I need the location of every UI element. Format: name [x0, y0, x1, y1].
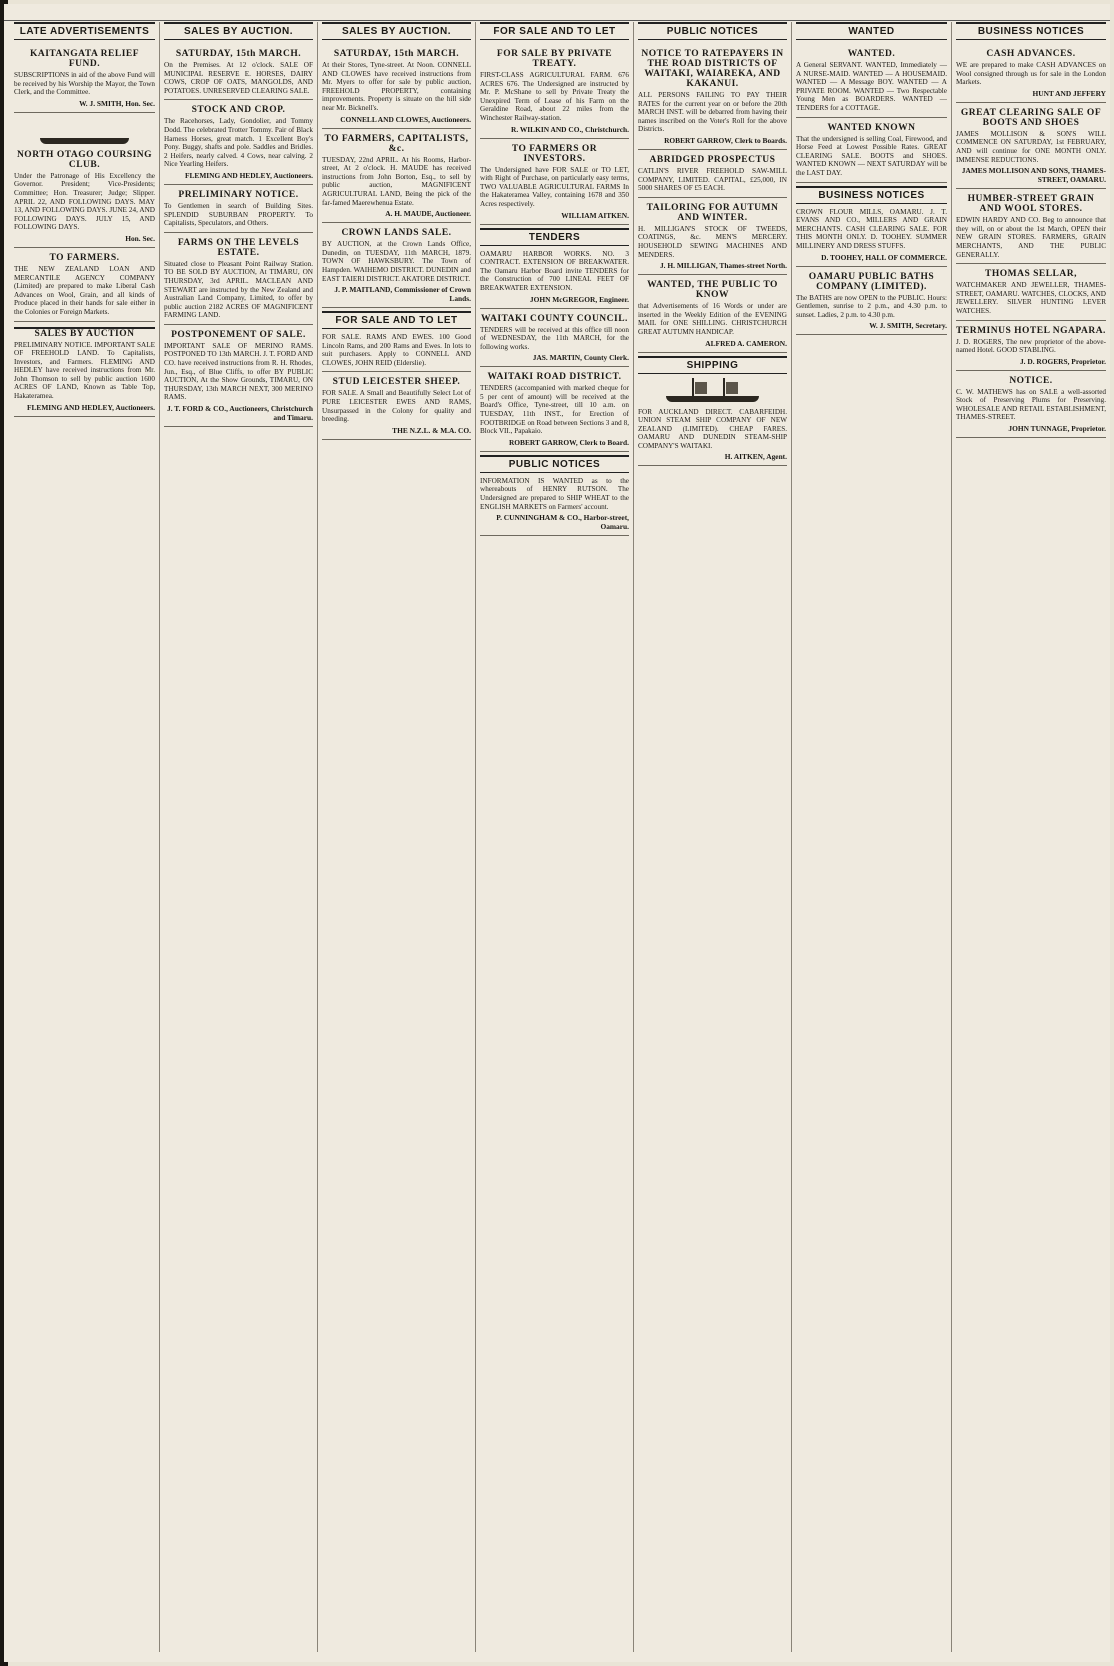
ad-title: TERMINUS HOTEL NGAPARA. — [956, 325, 1106, 336]
ad-signature: JOHN McGREGOR, Engineer. — [529, 294, 629, 304]
masthead-strip — [4, 4, 1110, 21]
ad-signature: W. J. SMITH, Secretary. — [869, 321, 947, 331]
ad-block — [480, 225, 629, 309]
ad-body: CATLIN'S RIVER FREEHOLD SAW-MILL COMPANY, LIMITED. CAPITAL, £25,000, IN 5000 SHARES OF £5 EACH. — [638, 166, 787, 193]
ad-body: A General SERVANT. WANTED, Immediately — A NURSE-MAID. WANTED — A HOUSEMAID. WANTED — A Message BOY. WANTED — A PRIVATE ROOM. WANTED — Two Respectable Young Men as BOARDERS. WANTED — TENDERS for a COTTAGE. — [796, 61, 947, 112]
column-header: SALES BY AUCTION. — [164, 22, 313, 40]
ad-body: OAMARU HARBOR WORKS. NO. 3 CONTRACT. EXTENSION OF BREAKWATER. The Oamaru Harbor Board invite TENDERS for the Construction of 700 LINEAL FEET OF BREAKWATER EXTENSION. — [480, 249, 629, 292]
ad-signature: J. T. FORD & CO., Auctioneers, Christchurch and Timaru. — [167, 404, 313, 423]
ad-block — [638, 150, 787, 198]
ad-body: SUBSCRIPTIONS in aid of the above Fund will be received by his Worship the Mayor, the Town Clerk, and the Committee. — [14, 71, 155, 97]
newspaper-page — [4, 4, 1110, 1662]
ad-title: OAMARU PUBLIC BATHS COMPANY (LIMITED). — [808, 271, 935, 292]
ad-signature: ROBERT GARROW, Clerk to Boards. — [664, 135, 787, 145]
section-header: TENDERS — [480, 228, 629, 246]
ad-block — [164, 325, 313, 427]
ad-block — [638, 353, 787, 467]
ad-signature: HUNT AND JEFFERY — [1032, 88, 1106, 98]
ad-block — [14, 44, 155, 113]
ad-body: INFORMATION IS WANTED as to the whereabouts of HENRY RUTSON. The Undersigned are prepared to SHIP WHEAT to the ENGLISH MARKETS on Farmers' account. — [480, 476, 629, 511]
ad-body: H. MILLIGAN'S STOCK OF TWEEDS, COATINGS, &c. MEN'S MERCERY. HOUSEHOLD SEWING MACHINES AND MENDERS. — [638, 224, 787, 259]
ad-body: C. W. MATHEWS has on SALE a well-assorted Stock of Preserving Plums for Preserving. WHOLESALE AND RETAIL ESTABLISHMENT, THAMES-STREET. — [956, 387, 1106, 422]
ad-signature: THE N.Z.L. & M.A. CO. — [392, 425, 471, 435]
ad-title: WAITAKI COUNTY COUNCIL. — [481, 313, 628, 324]
ad-title: PRELIMINARY NOTICE. — [178, 189, 299, 200]
ad-title: KAITANGATA RELIEF FUND. — [29, 49, 140, 69]
ad-block — [796, 118, 947, 183]
ad-block — [956, 371, 1106, 438]
ad-body: FOR SALE. A Small and Beautifully Select Lot of PURE LEICESTER EWES AND RAMS, Unsurpassed in the Colony for quality and breeding. — [322, 389, 471, 424]
ad-signature: J. H. MILLIGAN, Thames-street North. — [659, 261, 787, 271]
ad-block — [14, 113, 155, 248]
ad-signature: P. CUNNINGHAM & CO., Harbor-street, Oamaru. — [496, 513, 629, 532]
ad-signature: FLEMING AND HEDLEY, Auctioneers. — [26, 402, 155, 412]
ad-title: NOTICE TO RATEPAYERS IN THE ROAD DISTRICTS OF WAITAKI, WAIAREKA, AND KAKANUI. — [641, 49, 784, 89]
ad-title: TO FARMERS. — [49, 252, 120, 263]
column-7 — [952, 22, 1110, 1652]
ad-signature: JOHN TUNNAGE, Proprietor. — [1008, 424, 1106, 434]
ad-title: CASH ADVANCES. — [986, 49, 1076, 59]
column-4 — [476, 22, 634, 1652]
column-3 — [318, 22, 476, 1652]
ad-block — [322, 129, 471, 224]
ad-title: NOTICE. — [1009, 375, 1053, 386]
ad-body: TENDERS will be received at this office till noon of WEDNESDAY, the 11th MARCH, for the following works. — [480, 325, 629, 351]
ad-title: WAITAKI ROAD DISTRICT. — [487, 372, 622, 383]
ad-signature: H. AITKEN, Agent. — [724, 452, 787, 462]
ad-body: Situated close to Pleasant Point Railway Station. TO BE SOLD BY AUCTION, At TIMARU, ON THURSDAY, 3rd APRIL. MACLEAN AND STEWART are instructed by the New Zealand and Australian Land Company, Limited, to offer by public auction 2182 ACRES OF MAGNIFICENT FARMING LAND. — [164, 259, 313, 320]
ad-signature: A. H. MAUDE, Auctioneer. — [385, 209, 471, 219]
ad-title: TAILORING FOR AUTUMN AND WINTER. — [646, 202, 779, 223]
column-header: BUSINESS NOTICES — [956, 22, 1106, 40]
ad-signature: ROBERT GARROW, Clerk to Board. — [508, 437, 629, 447]
greyhound-illustration — [35, 120, 134, 146]
ad-body: WE are prepared to make CASH ADVANCES on Wool consigned through us for sale in the London Markets. — [956, 61, 1106, 87]
ad-block — [638, 44, 787, 150]
ad-block — [322, 372, 471, 439]
ad-body: WATCHMAKER AND JEWELLER, THAMES-STREET, OAMARU. WATCHES, CLOCKS, AND JEWELLERY. SILVER HUNTING LEVER WATCHES. — [956, 281, 1106, 315]
ad-block — [480, 44, 629, 139]
ad-block — [956, 189, 1106, 264]
ad-body: FOR AUCKLAND DIRECT. CABARFEIDH. UNION STEAM SHIP COMPANY OF NEW ZEALAND (LIMITED). CHEAP FARES. OAMARU AND DUNEDIN STEAM-SHIP COMPANY'S WAITAKI. — [638, 407, 787, 450]
ad-title: SATURDAY, 15th MARCH. — [175, 49, 302, 59]
ad-body: The BATHS are now OPEN to the PUBLIC. Hours: Gentlemen, sunrise to 2 p.m., and 4.30 p.m. to sunset. Ladies, 2 p.m. to 4.30 p.m. — [796, 293, 947, 319]
ad-block — [956, 103, 1106, 189]
steamship-illustration — [660, 378, 764, 404]
ad-body: ALL PERSONS FAILING TO PAY THEIR RATES for the current year on or before the 20th MARCH INST. will be debarred from having their names inscribed on the Voter's Roll for the above Districts. — [638, 91, 787, 134]
ad-title: WANTED KNOWN — [827, 122, 916, 133]
ad-signature: ALFRED A. CAMERON. — [705, 338, 787, 348]
column-header: FOR SALE AND TO LET — [480, 22, 629, 40]
ad-title: TO FARMERS OR INVESTORS. — [511, 143, 598, 164]
ad-title: WANTED, THE PUBLIC TO KNOW — [647, 280, 778, 301]
ad-body: that Advertisements of 16 Words or under are inserted in the Weekly Edition of the EVENING MAIL for ONE SHILLING. CHRISTCHURCH GREAT AUTUMN HANDICAP. — [638, 302, 787, 336]
ad-signature: JAMES MOLLISON AND SONS, THAMES-STREET, OAMARU. — [961, 166, 1106, 185]
ad-body: EDWIN HARDY AND CO. Beg to announce that they will, on or about the 1st March, OPEN their NEW GRAIN STORES. FARMERS, GRAIN MERCHANTS, AND THE PUBLIC GENERALLY. — [956, 216, 1106, 259]
ad-body: FIRST-CLASS AGRICULTURAL FARM. 676 ACRES 676. The Undersigned are instructed by Mr. P. McShane to sell by Private Treaty the Unexpired Term of Lease of his Farm on the Geraldine Road, about 22 miles from the Winchester Railway-station. — [480, 71, 629, 122]
ad-signature: WILLIAM AITKEN. — [561, 210, 629, 220]
ad-title: THOMAS SELLAR, — [985, 269, 1077, 280]
ad-block — [956, 321, 1106, 371]
column-header: SALES BY AUCTION. — [322, 22, 471, 40]
ad-body: On the Premises. At 12 o'clock. SALE OF MUNICIPAL RESERVE E. HORSES, DAIRY COWS, CROP OF OATS, MANGOLDS, AND POTATOES. UNRESERVED CLEARING SALE. — [164, 61, 313, 95]
ad-body: FOR SALE. RAMS AND EWES. 100 Good Lincoln Rams, and 200 Rams and Ewes. In lots to suit purchasers. Apply to CONNELL AND CLOWES, JOHN REID (Elderslie). — [322, 333, 471, 367]
ad-block — [480, 309, 629, 368]
ad-title: SALES BY AUCTION — [14, 327, 155, 339]
column-2 — [160, 22, 318, 1652]
section-header: BUSINESS NOTICES — [796, 186, 947, 204]
ad-block — [164, 100, 313, 185]
ad-title: WANTED. — [847, 49, 896, 59]
ad-body: To Gentlemen in search of Building Sites. SPLENDID SUBURBAN PROPERTY. To Capitalists, Speculators, and Others. — [164, 201, 313, 228]
ad-title: CROWN LANDS SALE. — [341, 228, 452, 239]
ad-block — [14, 322, 155, 417]
ad-block — [956, 44, 1106, 103]
ad-body: The Undersigned have FOR SALE or TO LET, with Right of Purchase, on particularly easy terms, TWO VALUABLE AGRICULTURAL FARMS In the Hakateramea Valley, containing 1678 and 350 Acres respectively. — [480, 165, 629, 208]
ad-signature: Hon. Sec. — [125, 233, 155, 243]
ad-title: SATURDAY, 15th MARCH. — [333, 49, 460, 59]
ad-signature: J. D. ROGERS, Proprietor. — [1019, 356, 1106, 366]
ad-block — [164, 185, 313, 233]
ad-block — [796, 183, 947, 267]
ad-signature: R. WILKIN AND CO., Christchurch. — [511, 124, 629, 134]
ad-body: TUESDAY, 22nd APRIL. At his Rooms, Harbor-street, At 2 o'clock. H. MAUDE has received instructions from John Borton, Esq., to sell by public auction, MAGNIFICENT AGRICULTURAL LAND, Being the pick of the far-famed Maerewhenua Estate. — [322, 155, 471, 207]
ad-body: THE NEW ZEALAND LOAN AND MERCANTILE AGENCY COMPANY (Limited) are prepared to make Liberal Cash Advances on Wool, Grain, and all kinds of Produce placed in their hands for sale either in the Colonies or Foreign Markets. — [14, 264, 155, 316]
column-header: PUBLIC NOTICES — [638, 22, 787, 40]
ad-body: TENDERS (accompanied with marked cheque for 5 per cent of amount) will be received at the Board's Office, Tyne-street, till 10 a.m. on TUESDAY, 11th INST., for Erection of FOOTBRIDGE on Road between Sections 3 and 8, Block VII., Papakaio. — [480, 384, 629, 436]
ad-signature: FLEMING AND HEDLEY, Auctioneers. — [184, 170, 313, 180]
ad-signature: JAS. MARTIN, County Clerk. — [532, 353, 629, 363]
column-6 — [792, 22, 952, 1652]
column-5 — [634, 22, 792, 1652]
ad-body: At their Stores, Tyne-street. At Noon. CONNELL AND CLOWES have received instructions from Mr. Myers to offer for sale by public auction, FREEHOLD PROPERTY, containing improvements. Property is situate on the hill side near Mr. Bicknell's. — [322, 61, 471, 112]
ad-block — [164, 44, 313, 100]
ad-signature: CONNELL AND CLOWES, Auctioneers. — [340, 114, 471, 124]
ad-block — [796, 44, 947, 118]
ad-title: NORTH OTAGO COURSING CLUB. — [16, 149, 153, 170]
ad-signature: J. P. MAITLAND, Commissioner of Crown Lands. — [334, 285, 471, 304]
ad-title: FARMS ON THE LEVELS ESTATE. — [177, 237, 300, 258]
column-1 — [10, 22, 160, 1652]
ad-body: CROWN FLOUR MILLS, OAMARU. J. T. EVANS AND CO., MILLERS AND GRAIN MERCHANTS. CASH CLEARING SALE. FOR THIS MONTH ONLY. D. TOOHEY. SUMMER MILLINERY AND DRESS STUFFS. — [796, 207, 947, 250]
ad-body: The Racehorses, Lady, Gondolier, and Tommy Dodd. The celebrated Trotter Tommy. Pair of Black Harness Horses, great match. 1 Excellent Boy's Pony. Buggy, shafts and pole. Saddles and Bridles. 2 Heifers, nearly calved. 4 Cows, near calving. 2 Nice Yearling Heifers. — [164, 117, 313, 169]
ad-body: BY AUCTION, at the Crown Lands Office, Dunedin, on TUESDAY, 11th MARCH, 1879. TOWN OF HAWKSBURY. The Town of Hampden. WAIHEMO DISTRICT. DUNEDIN and EAST TAIERI DISTRICT. AKATORE DISTRICT. — [322, 240, 471, 283]
section-header: SHIPPING — [638, 356, 787, 374]
ad-body: JAMES MOLLISON & SON'S WILL COMMENCE ON SATURDAY, 1st FEBRUARY, AND will continue for ONE MONTH ONLY. IMMENSE REDUCTIONS. — [956, 129, 1106, 164]
ad-block — [480, 367, 629, 452]
ad-body: Under the Patronage of His Excellency the Governor. President; Vice-Presidents; Committee; Hon. Treasurer; Judge; Slipper. APRIL 22, AND FOLLOWING DAYS. MAY 13, AND FOLLOWING DAYS. JUNE 24, AND FOLLOWING DAYS. JULY 15, AND FOLLOWING DAYS. — [14, 171, 155, 232]
ad-block — [14, 248, 155, 322]
ad-block — [956, 264, 1106, 320]
ad-title: POSTPONEMENT OF SALE. — [171, 329, 306, 340]
ad-block — [638, 198, 787, 275]
ad-body: IMPORTANT SALE OF MERINO RAMS. POSTPONED TO 13th MARCH. J. T. FORD AND CO. have received instructions from R. H. Rhodes, Jun., Esq., of Blue Cliffs, to offer BY PUBLIC AUCTION, At the Show Grounds, TIMARU, ON THURSDAY, 13th MARCH NEXT, 300 MERINO RAMS. — [164, 341, 313, 402]
ad-block — [480, 452, 629, 536]
column-header: WANTED — [796, 22, 947, 40]
ad-body: PRELIMINARY NOTICE. IMPORTANT SALE OF FREEHOLD LAND. To Capitalists, Investors, and Farmers. FLEMING AND HEDLEY have received instructions from Mr. John Thomson to sell by public auction 1600 ACRES OF LAND, Known as Table Top, Hakateramea. — [14, 340, 155, 401]
ad-block — [322, 44, 471, 129]
ad-body: J. D. ROGERS, The new proprietor of the above-named Hotel. GOOD STABLING. — [956, 337, 1106, 355]
column-header: LATE ADVERTISEMENTS — [14, 22, 155, 40]
ad-title: STUD LEICESTER SHEEP. — [332, 377, 461, 388]
ad-signature: D. TOOHEY, HALL OF COMMERCE. — [821, 252, 947, 262]
ad-title: STOCK AND CROP. — [191, 105, 286, 116]
ad-title: TO FARMERS, CAPITALISTS, &c. — [324, 133, 469, 154]
ad-title: ABRIDGED PROSPECTUS — [649, 154, 776, 165]
ad-block — [164, 233, 313, 325]
ad-body: That the undersigned is selling Coal, Firewood, and Horse Feed at Lowest Possible Rates. GREAT CLEARING SALE. BOOTS and SHOES. WANTED KNOWN — NEXT SATURDAY will be the LAST DAY. — [796, 134, 947, 177]
ad-title: FOR SALE BY PRIVATE TREATY. — [496, 49, 613, 69]
section-header: FOR SALE AND TO LET — [322, 311, 471, 329]
ad-block — [480, 139, 629, 225]
ad-title: GREAT CLEARING SALE OF BOOTS AND SHOES — [960, 107, 1102, 128]
ad-title: HUMBER-STREET GRAIN AND WOOL STORES. — [967, 194, 1095, 215]
section-header: PUBLIC NOTICES — [480, 455, 629, 473]
ad-block — [322, 308, 471, 372]
ad-signature: W. J. SMITH, Hon. Sec. — [79, 98, 155, 108]
ad-block — [638, 275, 787, 352]
ad-block — [322, 223, 471, 308]
ad-block — [796, 267, 947, 336]
